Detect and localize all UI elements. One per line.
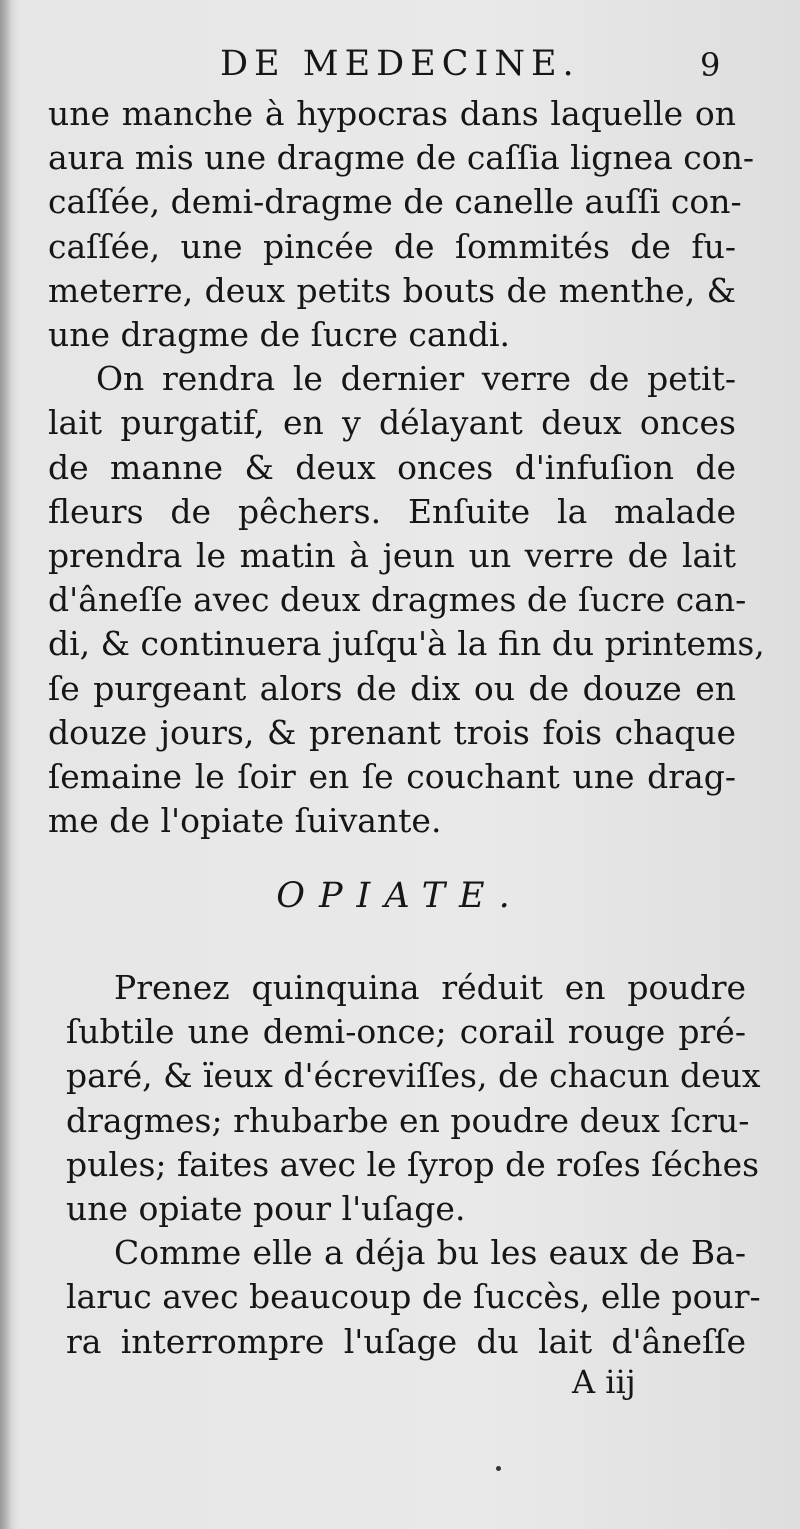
text-line: ſe purgeant alors de dix ou de douze en — [48, 668, 736, 708]
signature-mark: A iij — [572, 1363, 636, 1401]
text-line: paré, & ïeux d'écreviſſes, de chacun deux — [66, 1056, 761, 1096]
body-text-bottom — [66, 966, 761, 1364]
page-gutter-shadow — [0, 0, 12, 1529]
text-line: ſemaine le ſoir en ſe couchant une drag- — [48, 757, 736, 797]
text-line: aura mis une dragme de caſſia lignea con- — [48, 138, 755, 178]
text-line: une manche à hypocras dans laquelle on — [48, 94, 736, 133]
text-line: laruc avec beaucoup de ſuccès, elle pour- — [66, 1277, 761, 1317]
text-line: Prenez quinquina réduit en poudre — [114, 968, 746, 1007]
text-line: fleurs de pêchers. Enſuite la malade — [48, 491, 736, 531]
running-title: DE MEDECINE. — [220, 44, 580, 84]
section-title: OPIATE. — [276, 876, 524, 916]
body-text-top — [48, 92, 765, 843]
text-line: caſſée, demi-dragme de canelle auſſi con- — [48, 182, 742, 222]
text-line: On rendra le dernier verre de petit- — [96, 359, 736, 399]
text-line: di, & continuera juſqu'à la fin du printems, — [48, 624, 765, 664]
text-line: une dragme de ſucre candi. — [48, 315, 510, 355]
text-line: douze jours, & prenant trois fois chaque — [48, 712, 736, 752]
text-line: une opiate pour l'uſage. — [66, 1189, 466, 1229]
text-line: de manne & deux onces d'infuſion de — [48, 447, 736, 487]
text-line: me de l'opiate ſuivante. — [48, 801, 442, 841]
page-number: 9 — [700, 46, 721, 84]
text-line: d'âneſſe avec deux dragmes de ſucre can- — [48, 580, 747, 620]
ink-speck — [496, 1466, 501, 1471]
text-line: pules; faites avec le ſyrop de roſes ſéches — [66, 1144, 760, 1184]
text-line: ra interrompre l'uſage du lait d'âneſſe — [66, 1321, 746, 1361]
text-line: lait purgatif, en y délayant deux onces — [48, 403, 736, 443]
text-line: dragmes; rhubarbe en poudre deux ſcru- — [66, 1100, 750, 1140]
text-line: prendra le matin à jeun un verre de lait — [48, 536, 736, 576]
text-line: meterre, deux petits bouts de menthe, & — [48, 270, 736, 310]
text-line: ſubtile une demi-once; corail rouge pré- — [66, 1012, 746, 1052]
text-line: Comme elle a déja bu les eaux de Ba- — [114, 1233, 746, 1273]
text-line: caſſée, une pincée de ſommités de fu- — [48, 226, 736, 266]
